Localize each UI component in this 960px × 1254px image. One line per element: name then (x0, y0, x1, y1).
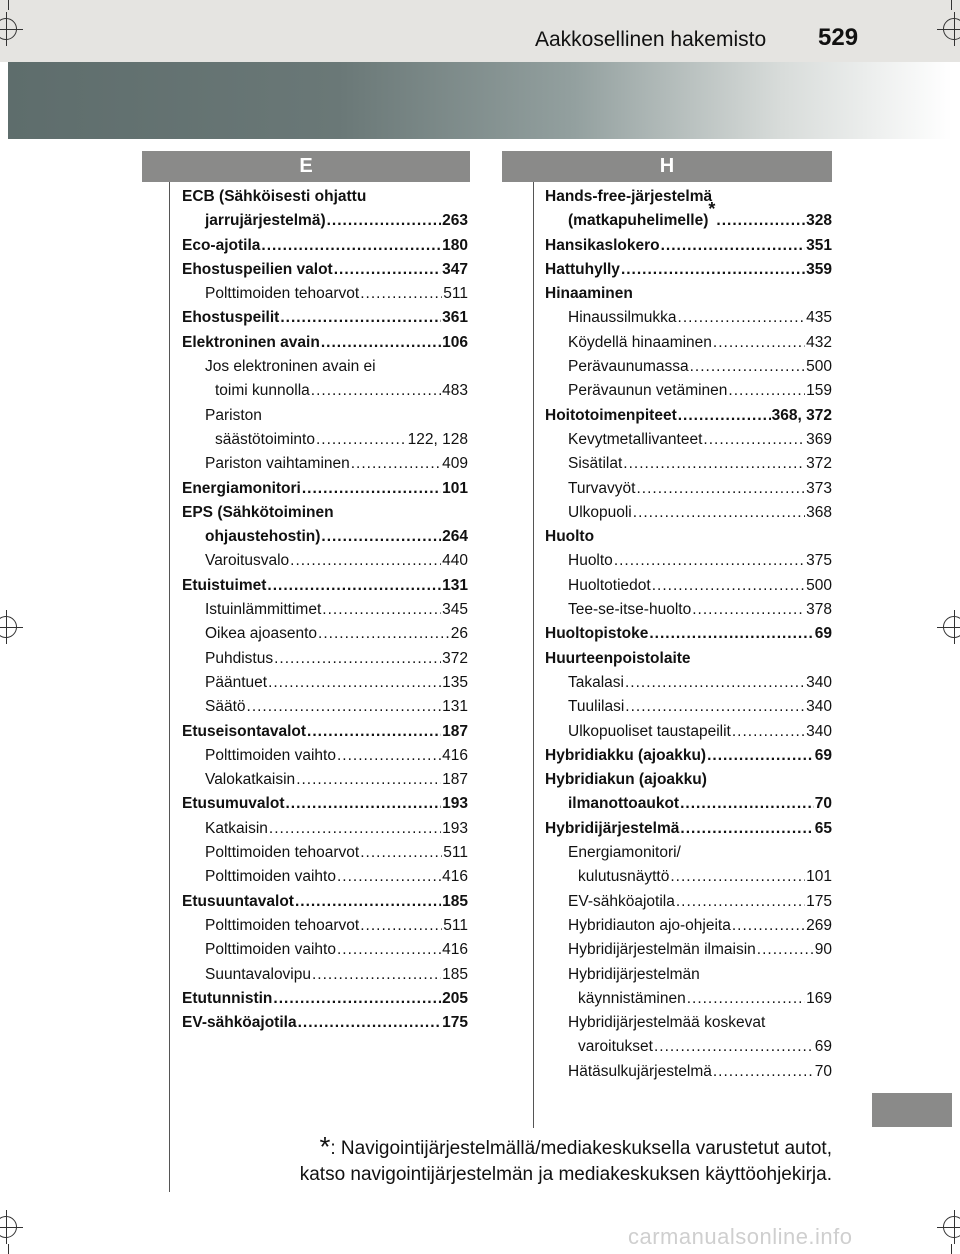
index-entry (182, 792, 468, 816)
index-entry-page: 340 (806, 673, 832, 691)
page-number: 529 (818, 24, 859, 51)
index-entry-page: 169 (806, 989, 832, 1007)
index-entry-page: 131 (442, 576, 468, 594)
index-column-e (182, 185, 468, 1035)
index-entry (545, 574, 832, 598)
index-entry (545, 792, 832, 816)
index-entry-label: Valokatkaisin (205, 771, 296, 789)
index-entry-page: 69 (814, 1038, 832, 1056)
index-entry-label: Oikea ajoasento (205, 625, 318, 643)
index-entry (545, 258, 832, 282)
registration-mark-mid-left (0, 610, 23, 644)
index-entry-label: Hybridijärjestelmä (545, 819, 680, 837)
index-entry-page: 185 (442, 965, 468, 983)
dot-leader (661, 234, 806, 258)
index-entry (182, 549, 468, 573)
index-entry-label: Etutunnistin (182, 989, 273, 1007)
dot-leader (302, 477, 441, 501)
index-entry (182, 574, 468, 598)
index-entry (182, 379, 468, 403)
index-entry (182, 671, 468, 695)
index-entry-label: kulutusnäyttö (578, 868, 670, 886)
index-entry-label: Hattuhylly (545, 260, 620, 278)
dot-leader (625, 671, 805, 695)
index-entry (182, 1011, 468, 1035)
index-entry (182, 331, 468, 355)
index-entry-label: Energiamonitori (182, 479, 301, 497)
index-entry-label: Pariston (205, 406, 262, 424)
index-entry-page: 409 (442, 455, 468, 473)
index-entry-label: Katkaisin (205, 819, 268, 837)
index-entry-label: EV-sähköajotila (182, 1014, 297, 1032)
index-entry-page: 69 (814, 625, 832, 643)
dot-leader (692, 598, 805, 622)
index-entry-label: Polttimoiden tehoarvot (205, 285, 360, 303)
index-entry (545, 306, 832, 330)
crop-mark (8, 0, 9, 10)
dot-leader (321, 331, 441, 355)
registration-mark-bottom-right (937, 1210, 960, 1244)
index-entry-label: Polttimoiden vaihto (205, 941, 336, 959)
index-entry-label: Hoitotoimenpiteet (545, 406, 677, 424)
registration-mark-top-right (937, 12, 960, 46)
dot-leader (321, 525, 441, 549)
index-entry-page: 264 (442, 528, 468, 546)
dot-leader (676, 890, 805, 914)
index-entry-label: Hybridijärjestelmän ilmaisin (568, 941, 756, 959)
chapter-tab (872, 1093, 952, 1127)
index-entry-label: Elektroninen avain (182, 333, 320, 351)
index-entry-label: Polttimoiden tehoarvot (205, 844, 360, 862)
index-entry-label: Energiamonitori/ (568, 844, 681, 862)
index-entry (545, 841, 832, 865)
dot-leader (633, 501, 805, 525)
index-entry (182, 890, 468, 914)
index-entry-label: Hybridiauton ajo-ohjeita (568, 916, 731, 934)
index-entry (545, 428, 832, 452)
index-entry (545, 598, 832, 622)
index-entry-label: Huolto (568, 552, 613, 570)
index-entry (182, 209, 468, 233)
dot-leader (713, 331, 805, 355)
section-title: Aakkosellinen hakemisto (535, 28, 767, 51)
index-entry-label: Ehostuspeilien valot (182, 260, 333, 278)
index-entry-label: Ulkopuoli (568, 503, 632, 521)
index-entry-label: Pääntuet (205, 673, 268, 691)
dot-leader (327, 209, 442, 233)
index-entry-label: Hybridiakku (ajoakku) (545, 746, 707, 764)
index-entry (182, 720, 468, 744)
index-entry (182, 817, 468, 841)
index-entry-page: 440 (442, 552, 468, 570)
footnote-line-2: katso navigointijärjestelmän ja mediakeskuksen käyttöohjekirja. (299, 1164, 832, 1185)
dot-leader (312, 963, 441, 987)
dot-leader (670, 865, 805, 889)
index-entry-label: Eco-ajotila (182, 236, 261, 254)
index-entry-label: Polttimoiden tehoarvot (205, 916, 360, 934)
index-entry (545, 720, 832, 744)
footnote (200, 1131, 832, 1188)
crop-mark (8, 1244, 9, 1254)
index-entry (545, 185, 832, 209)
index-entry-page: 101 (442, 479, 468, 497)
index-entry-label: Pariston vaihtaminen (205, 455, 350, 473)
index-entry-label: Huoltopistoke (545, 625, 649, 643)
index-entry-page: 193 (442, 819, 468, 837)
dot-leader (360, 914, 442, 938)
index-entry-page: 368 (806, 503, 832, 521)
dot-leader (625, 695, 805, 719)
index-entry (545, 549, 832, 573)
index-entry (182, 258, 468, 282)
index-entry (545, 622, 832, 646)
index-entry-label: EV-sähköajotila (568, 892, 675, 910)
index-entry (545, 938, 832, 962)
index-entry-label: Puhdistus (205, 649, 274, 667)
index-entry (182, 695, 468, 719)
index-entry (182, 647, 468, 671)
index-entry-label: Takalasi (568, 673, 624, 691)
index-entry-page: 69 (814, 746, 832, 764)
index-entry (545, 404, 832, 428)
index-entry-page: 180 (442, 236, 468, 254)
index-entry-page: 369 (806, 430, 832, 448)
index-entry-label: Huurteenpoistolaite (545, 649, 691, 667)
index-entry-page: 511 (443, 916, 468, 934)
dot-leader (360, 282, 442, 306)
dot-leader (678, 404, 771, 428)
index-entry (182, 987, 468, 1011)
column-divider (533, 182, 534, 1128)
index-entry (545, 477, 832, 501)
index-entry-page: 122, 128 (407, 430, 468, 448)
index-entry-page: 26 (450, 625, 468, 643)
index-entry-label: ilmanottoaukot (568, 795, 680, 813)
index-entry-page: 373 (806, 479, 832, 497)
index-entry (545, 890, 832, 914)
registration-mark-bottom-left (0, 1210, 23, 1244)
index-entry-label: Turvavyöt (568, 479, 636, 497)
index-entry-label: Perävaunumassa (568, 358, 689, 376)
dot-leader (337, 938, 441, 962)
index-entry (182, 525, 468, 549)
dot-leader (351, 452, 441, 476)
footnote-line-1: : Navigointijärjestelmällä/mediakeskuksella varustetut autot, (330, 1138, 832, 1159)
index-entry (545, 331, 832, 355)
index-entry (182, 914, 468, 938)
dot-leader (318, 622, 450, 646)
index-entry (545, 987, 832, 1011)
index-entry-page: 175 (806, 892, 832, 910)
index-entry-page: 328 (806, 212, 832, 230)
index-entry-page: 359 (806, 260, 832, 278)
dot-leader (269, 817, 441, 841)
dot-leader (298, 1011, 442, 1035)
index-entry-page: 187 (442, 771, 468, 789)
crop-mark (951, 0, 952, 10)
dot-leader (623, 452, 805, 476)
index-entry-label: Jos elektroninen avain ei (205, 358, 376, 376)
index-entry (545, 234, 832, 258)
index-entry-page: 432 (806, 333, 832, 351)
index-entry-page: 435 (806, 309, 832, 327)
index-entry (182, 744, 468, 768)
index-entry (545, 282, 832, 306)
index-entry-page: 340 (806, 698, 832, 716)
registration-mark-top-left (0, 12, 23, 46)
index-entry-page: 70 (814, 1062, 832, 1080)
index-entry (182, 452, 468, 476)
index-entry-page: 205 (442, 989, 468, 1007)
dot-leader (280, 306, 441, 330)
index-entry-label: Varoitusvalo (205, 552, 290, 570)
index-entry (545, 914, 832, 938)
dot-leader (703, 428, 805, 452)
index-entry (545, 501, 832, 525)
index-entry (545, 199, 832, 233)
index-entry-label: ohjaustehostin) (205, 528, 321, 546)
index-entry-page: 361 (442, 309, 468, 327)
index-entry (545, 525, 832, 549)
dot-leader (687, 987, 805, 1011)
index-entry (545, 647, 832, 671)
letter-header-e: E (142, 151, 470, 182)
index-entry (545, 1011, 832, 1035)
index-entry (182, 598, 468, 622)
dot-leader (732, 914, 805, 938)
index-entry (545, 452, 832, 476)
index-entry (545, 671, 832, 695)
index-entry-label: (matkapuhelimelle) (568, 212, 709, 230)
index-entry (182, 428, 468, 452)
index-entry-page: 351 (806, 236, 832, 254)
index-entry-page: 511 (443, 285, 468, 303)
index-entry-label: Ulkopuoliset taustapeilit (568, 722, 731, 740)
dot-leader (273, 987, 441, 1011)
dot-leader (360, 841, 442, 865)
index-entry-page: 416 (442, 868, 468, 886)
index-entry-label: Etuistuimet (182, 576, 267, 594)
index-entry (545, 355, 832, 379)
crop-mark (951, 1244, 952, 1254)
index-entry-label: Hybridijärjestelmää koskevat (568, 1014, 766, 1032)
dot-leader (247, 695, 442, 719)
index-entry (182, 938, 468, 962)
index-entry-page: 483 (442, 382, 468, 400)
dot-leader (757, 938, 814, 962)
index-entry-label: Hybridiakun (ajoakku) (545, 771, 707, 789)
dot-leader (316, 428, 407, 452)
index-entry-label: jarrujärjestelmä) (205, 212, 326, 230)
index-entry-label: Tuulilasi (568, 698, 625, 716)
index-entry (182, 622, 468, 646)
index-entry (182, 404, 468, 428)
registration-mark-mid-right (937, 610, 960, 644)
dot-leader (690, 355, 806, 379)
index-entry-label: Kevytmetallivanteet (568, 430, 703, 448)
index-entry-label: Hybridijärjestelmän (568, 965, 700, 983)
index-entry-label: Tee-se-itse-huolto (568, 601, 692, 619)
index-entry-label: ECB (Sähköisesti ohjattu (182, 188, 367, 205)
index-entry (545, 1035, 832, 1059)
index-entry-page: 90 (814, 941, 832, 959)
index-entry (182, 865, 468, 889)
index-entry (545, 744, 832, 768)
dot-leader (311, 379, 441, 403)
index-entry-label: Hinaaminen (545, 285, 633, 303)
dot-leader (707, 744, 814, 768)
index-entry (182, 501, 468, 525)
dot-leader (261, 234, 441, 258)
dot-leader (728, 379, 805, 403)
index-entry-page: 347 (442, 260, 468, 278)
index-entry (545, 865, 832, 889)
dot-leader (654, 1035, 814, 1059)
header-banner (8, 62, 952, 139)
index-entry-label: Etusuuntavalot (182, 892, 294, 910)
dot-leader (713, 1060, 814, 1084)
index-entry-label: Perävaunun vetäminen (568, 382, 728, 400)
dot-leader (732, 720, 805, 744)
index-entry-page: 70 (814, 795, 832, 813)
dot-leader (337, 744, 441, 768)
index-entry-page: 159 (806, 382, 832, 400)
dot-leader (652, 574, 805, 598)
watermark: carmanualsonline.info (628, 1224, 853, 1249)
index-entry-label: Hansikaslokero (545, 236, 660, 254)
dot-leader (295, 890, 441, 914)
dot-leader (680, 817, 813, 841)
index-entry (182, 768, 468, 792)
dot-leader (285, 792, 441, 816)
index-entry-page: 263 (442, 212, 468, 230)
index-entry-page: 131 (442, 698, 468, 716)
dot-leader (621, 258, 805, 282)
index-entry-page: 378 (806, 601, 832, 619)
index-entry-label: Köydellä hinaaminen (568, 333, 712, 351)
index-entry-label: Etusumuvalot (182, 795, 285, 813)
index-entry-label: Hands-free-järjestelmä (545, 188, 713, 205)
dot-leader (274, 647, 441, 671)
dot-leader (337, 865, 441, 889)
column-rule-left (169, 182, 170, 1192)
index-entry (545, 695, 832, 719)
dot-leader (296, 768, 441, 792)
dot-leader (716, 209, 805, 233)
footnote-reference: * (708, 199, 716, 220)
index-entry-page: 106 (442, 333, 468, 351)
index-entry-label: varoitukset (578, 1038, 653, 1056)
index-entry-page: 135 (442, 673, 468, 691)
index-entry (545, 1060, 832, 1084)
index-entry-label: Etuseisontavalot (182, 722, 307, 740)
index-entry-page: 269 (806, 916, 832, 934)
letter-header-h: H (502, 151, 832, 182)
index-entry-label: toimi kunnolla (215, 382, 310, 400)
index-entry-label: Polttimoiden vaihto (205, 868, 336, 886)
index-entry (182, 963, 468, 987)
index-entry-label: Suuntavalovipu (205, 965, 311, 983)
dot-leader (678, 306, 806, 330)
index-entry-label: käynnistäminen (578, 989, 686, 1007)
index-entry-label: Polttimoiden vaihto (205, 746, 336, 764)
index-entry (182, 306, 468, 330)
index-entry-label: Ehostuspeilit (182, 309, 280, 327)
index-entry-page: 187 (442, 722, 468, 740)
dot-leader (680, 792, 814, 816)
index-entry (182, 234, 468, 258)
index-entry-label: Istuinlämmittimet (205, 601, 322, 619)
index-entry (545, 768, 832, 792)
index-entry-label: Hinaussilmukka (568, 309, 677, 327)
index-column-h (545, 185, 832, 1084)
index-entry-page: 65 (814, 819, 832, 837)
index-entry (182, 477, 468, 501)
dot-leader (614, 549, 805, 573)
index-entry-label: Hätäsulkujärjestelmä (568, 1062, 712, 1080)
index-entry-page: 500 (806, 358, 832, 376)
index-entry-page: 101 (806, 868, 832, 886)
index-entry-page: 340 (806, 722, 832, 740)
index-entry-label: Säätö (205, 698, 246, 716)
index-entry (545, 817, 832, 841)
index-entry-page: 185 (442, 892, 468, 910)
dot-leader (334, 258, 441, 282)
header-band (0, 0, 960, 62)
index-entry-page: 416 (442, 746, 468, 764)
index-entry-page: 416 (442, 941, 468, 959)
index-entry-page: 500 (806, 576, 832, 594)
index-entry-label: Sisätilat (568, 455, 623, 473)
dot-leader (307, 720, 441, 744)
dot-leader (649, 622, 813, 646)
index-entry (545, 379, 832, 403)
index-entry (545, 963, 832, 987)
index-entry-page: 511 (443, 844, 468, 862)
footnote-marker: * (319, 1131, 331, 1162)
index-entry (182, 282, 468, 306)
index-entry (182, 185, 468, 209)
dot-leader (322, 598, 441, 622)
index-entry (182, 841, 468, 865)
index-entry-page: 193 (442, 795, 468, 813)
index-entry-page: 372 (806, 455, 832, 473)
index-entry-page: 175 (442, 1014, 468, 1032)
index-entry-label: säästötoiminto (215, 430, 315, 448)
index-entry-page: 375 (806, 552, 832, 570)
index-entry-label: EPS (Sähkötoiminen (182, 503, 334, 521)
index-entry-page: 372 (442, 649, 468, 667)
dot-leader (636, 477, 805, 501)
index-entry-label: Huoltotiedot (568, 576, 651, 594)
index-entry-page: 368, 372 (771, 406, 832, 424)
index-entry-label: Huolto (545, 528, 595, 546)
dot-leader (268, 671, 441, 695)
index-entry (182, 355, 468, 379)
index-entry-page: 345 (442, 601, 468, 619)
dot-leader (290, 549, 441, 573)
dot-leader (267, 574, 441, 598)
